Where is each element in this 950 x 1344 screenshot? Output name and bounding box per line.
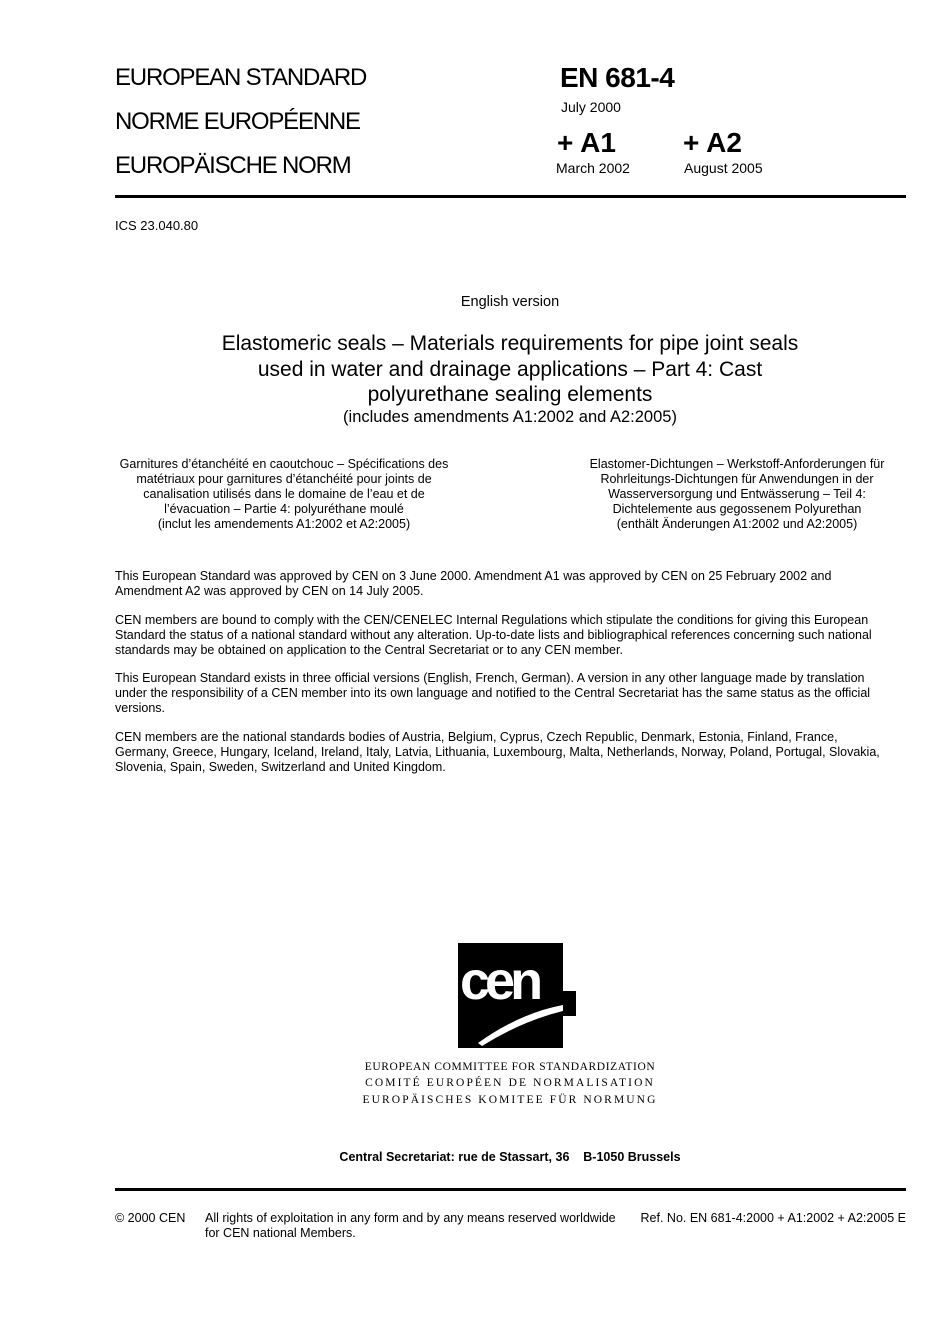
paragraph-line: CEN members are the national standards bodies of Austria, Belgium, Cyprus, Czech Republic, Denmark, Estonia, Finland, France, xyxy=(115,730,838,744)
paragraph-line: Slovenia, Spain, Sweden, Switzerland and United Kingdom. xyxy=(115,760,446,774)
paragraph-line: under the responsibility of a CEN member into its own language and notified to the Central Secretariat has the same status as the official xyxy=(115,686,871,700)
amendment-a1-date: March 2002 xyxy=(556,160,630,176)
german-title-line: Wasserversorgung und Entwässerung – Teil 4: xyxy=(608,487,866,501)
amendment-a2-label: + A2 xyxy=(683,127,742,158)
german-title xyxy=(568,457,906,532)
title-subtitle: (includes amendments A1:2002 and A2:2005) xyxy=(343,407,677,426)
german-title-line: Dichtelemente aus gegossenem Polyurethan xyxy=(612,502,862,516)
rights-statement xyxy=(205,1211,635,1241)
german-title-line: Elastomer-Dichtungen – Werkstoff-Anforderungen für xyxy=(589,457,885,471)
rights-line: for CEN national Members. xyxy=(205,1226,356,1240)
paragraph-line: Germany, Greece, Hungary, Iceland, Ireland, Italy, Latvia, Lithuania, Luxembourg, Malta, Netherlands, Norway, Poland, Portugal, Slovakia, xyxy=(115,745,880,759)
french-title-line: l’évacuation – Partie 4: polyuréthane moulé xyxy=(164,502,404,516)
paragraph-line: Standard the status of a national standard without any alteration. Up-to-date lists and bibliographical references concerning such national xyxy=(115,628,872,642)
french-title-line: Garnitures d’étanchéité en caoutchouc – Spécifications des xyxy=(119,457,449,471)
standard-name-fr: NORME EUROPÉENNE xyxy=(115,108,360,135)
central-secretariat: Central Secretariat: rue de Stassart, 36 B-1050 Brussels xyxy=(339,1150,681,1164)
standard-name-en: EUROPEAN STANDARD xyxy=(115,64,367,91)
ics-code: ICS 23.040.80 xyxy=(115,218,199,233)
committee-name-fr: COMITÉ EUROPÉEN DE NORMALISATION xyxy=(365,1077,655,1089)
rights-line: All rights of exploitation in any form and by any means reserved worldwide xyxy=(205,1211,616,1225)
standard-name-de: EUROPÄISCHE NORM xyxy=(115,152,351,179)
german-title-line: (enthält Änderungen A1:2002 und A2:2005) xyxy=(616,517,858,531)
members-paragraph xyxy=(115,730,905,775)
cen-logo-text: cen xyxy=(460,951,539,1011)
standard-number: EN 681-4 xyxy=(560,62,675,93)
versions-paragraph xyxy=(115,671,905,716)
amendment-a2-date: August 2005 xyxy=(684,160,763,176)
cen-logo-swoosh-icon xyxy=(458,943,563,1048)
standard-date: July 2000 xyxy=(561,99,621,115)
reference-number: Ref. No. EN 681-4:2000 + A1:2002 + A2:2005 E xyxy=(640,1211,906,1225)
paragraph-line: versions. xyxy=(115,701,166,715)
paragraph-line: CEN members are bound to comply with the CEN/CENELEC Internal Regulations which stipulate the conditions for giving this European xyxy=(115,613,869,627)
regulations-paragraph xyxy=(115,613,905,658)
amendment-a1-label: + A1 xyxy=(557,127,616,158)
paragraph-line: Amendment A2 was approved by CEN on 14 July 2005. xyxy=(115,584,424,598)
title-line: Elastomeric seals – Materials requirements for pipe joint seals xyxy=(221,332,799,355)
cen-logo-tail xyxy=(563,991,576,1016)
french-title-line: canalisation utilisés dans le domaine de l’eau et de xyxy=(143,487,425,501)
paragraph-line: This European Standard was approved by CEN on 3 June 2000. Amendment A1 was approved by CEN on 25 February 2002 and xyxy=(115,569,832,583)
title-line: polyurethane sealing elements xyxy=(367,383,653,406)
french-title-line: matétriaux pour garnitures d’étanchéité pour joints de xyxy=(136,472,432,486)
document-title xyxy=(180,331,840,427)
french-title xyxy=(108,457,460,532)
committee-name-en: EUROPEAN COMMITTEE FOR STANDARDIZATION xyxy=(364,1061,656,1073)
french-title-line: (inclut les amendements A1:2002 et A2:2005) xyxy=(157,517,411,531)
committee-name-de: EUROPÄISCHES KOMITEE FÜR NORMUNG xyxy=(362,1094,658,1106)
copyright: © 2000 CEN xyxy=(115,1211,186,1225)
approval-paragraph xyxy=(115,569,905,599)
footer-rule xyxy=(115,1188,906,1191)
title-line: used in water and drainage applications – Part 4: Cast xyxy=(257,357,763,381)
header-rule xyxy=(115,195,906,198)
paragraph-line: standards may be obtained on application to the Central Secretariat or to any CEN member. xyxy=(115,643,623,657)
cen-logo xyxy=(458,943,563,1048)
version-note: English version xyxy=(460,294,560,310)
german-title-line: Rohrleitungs-Dichtungen für Anwendungen in der xyxy=(600,472,874,486)
paragraph-line: This European Standard exists in three official versions (English, French, German). A version in any other language made by translation xyxy=(115,671,865,685)
